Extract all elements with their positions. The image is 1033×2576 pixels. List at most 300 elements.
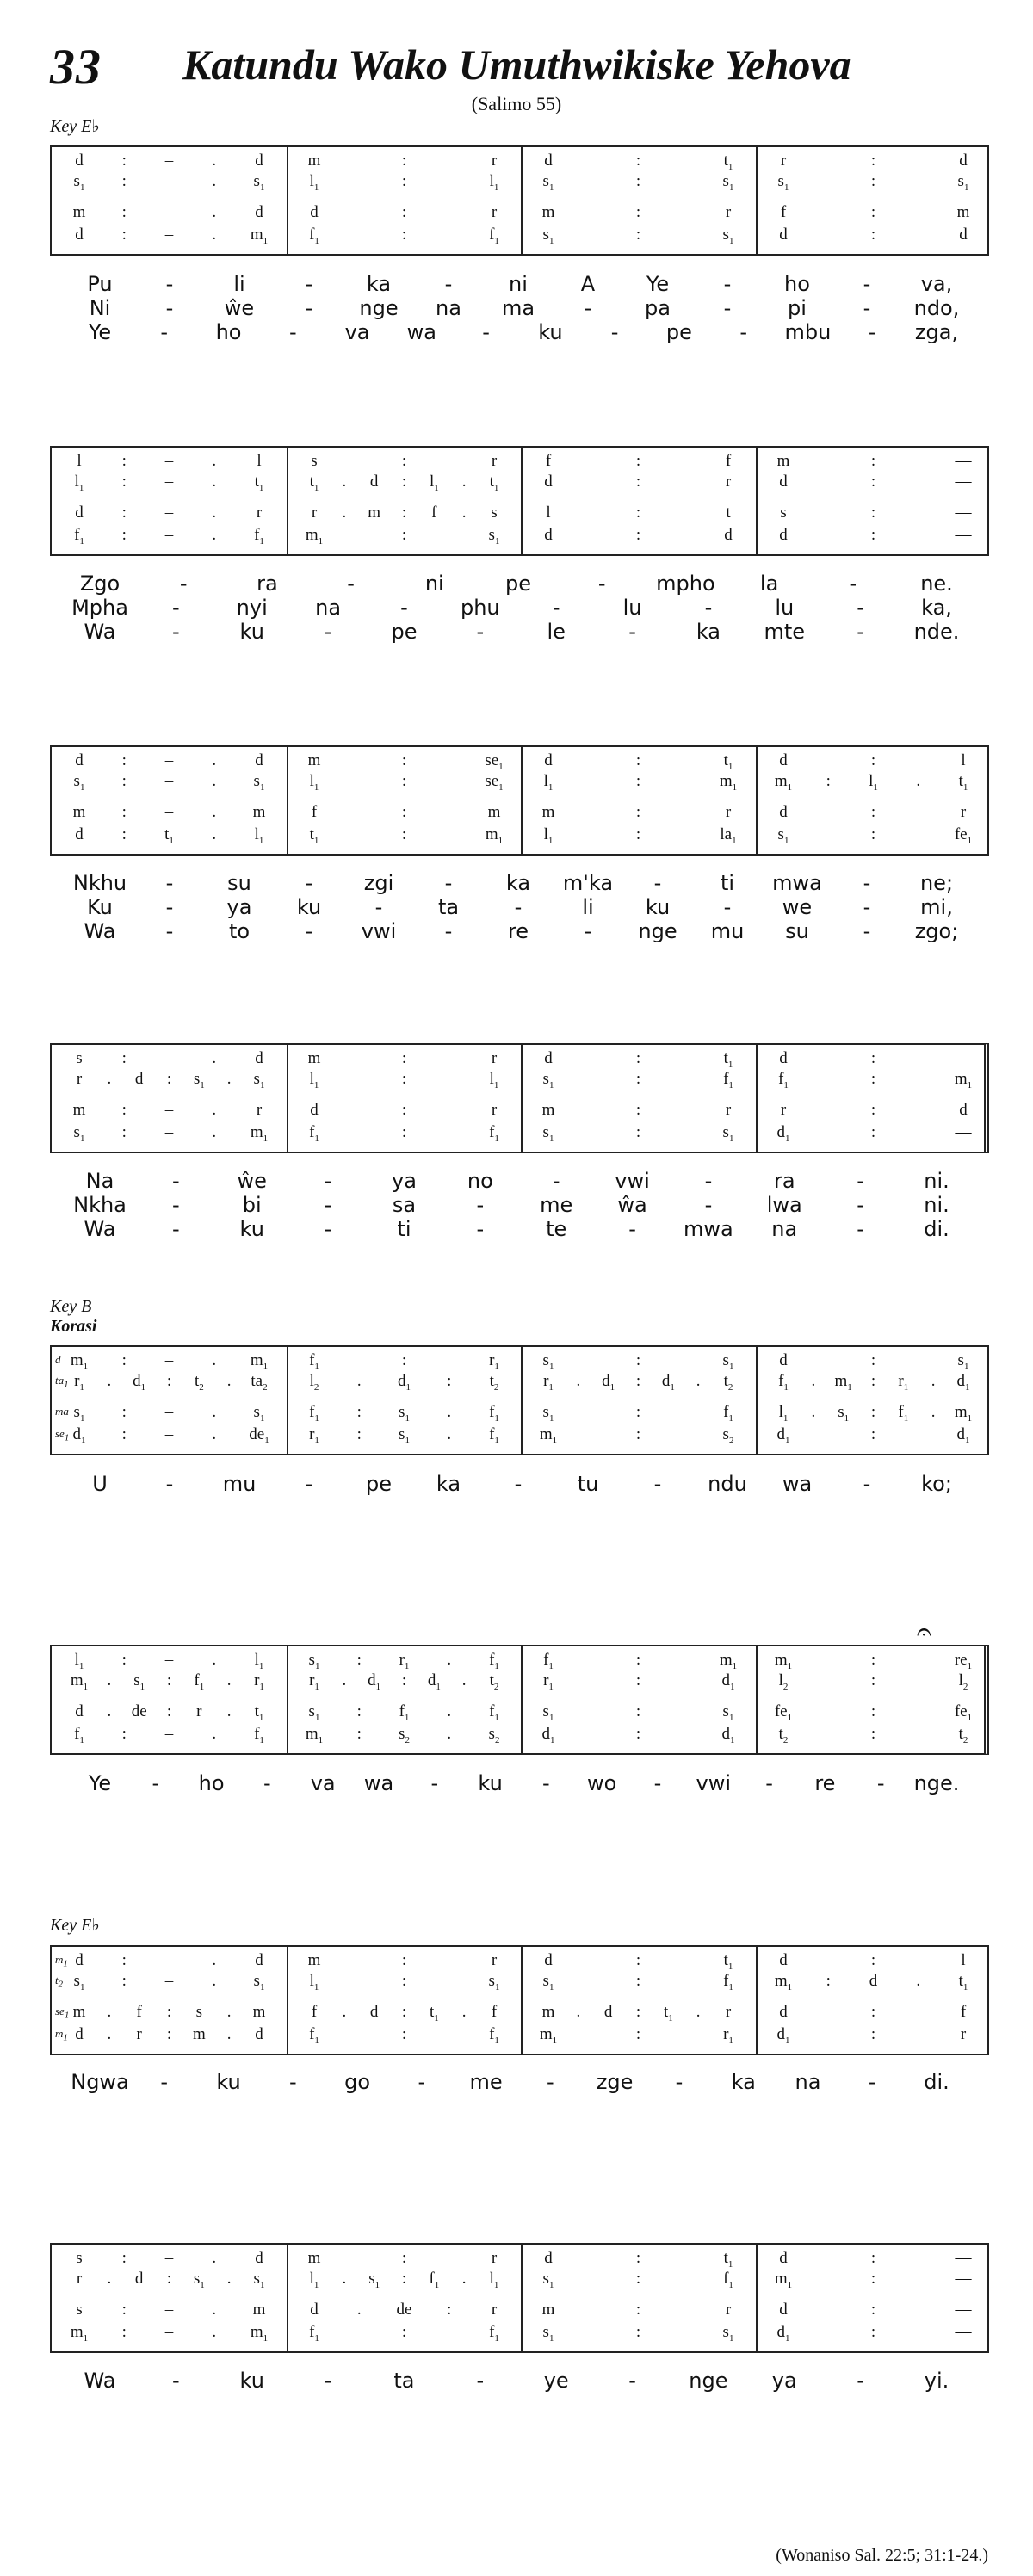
note-symbol: $d_1$ <box>427 1671 441 1692</box>
note-symbol: $t_1$ <box>429 2003 439 2023</box>
note-symbol: : <box>870 1951 876 1969</box>
note-symbol: $s_1$ <box>308 1702 320 1723</box>
lyric-syllable: va <box>344 320 370 344</box>
note-symbol: $s_1$ <box>722 172 734 193</box>
note-symbol: d <box>369 2003 379 2021</box>
lyric-syllable: re <box>814 1771 836 1795</box>
note-symbol: . <box>342 503 347 522</box>
bar-line <box>756 147 758 254</box>
note-symbol: $m_1$ <box>305 1725 324 1745</box>
lyric-syllable: - <box>597 571 606 596</box>
note-symbol: . <box>226 2270 232 2288</box>
note-symbol: : <box>870 473 876 491</box>
note-symbol: $r_1$ <box>309 1425 319 1446</box>
note-symbol: $d_1$ <box>776 2025 790 2046</box>
lyric-syllable: - <box>704 1169 713 1193</box>
note-symbol: m <box>192 2025 206 2043</box>
note-symbol: : <box>635 1425 641 1443</box>
note-symbol: $r_1$ <box>309 1671 319 1692</box>
note-symbol: . <box>916 1972 921 1990</box>
note-symbol: : <box>870 1372 876 1390</box>
note-symbol: d <box>75 2025 84 2043</box>
lyric-syllable: ku <box>538 320 563 344</box>
lyric-syllable: - <box>863 272 871 296</box>
lyric-syllable: me <box>469 2070 503 2094</box>
key-signature: Key B <box>50 1297 92 1316</box>
lyric-syllable: vwi <box>615 1169 650 1193</box>
bar-line <box>521 1646 523 1753</box>
note-symbol: . <box>212 1725 217 1743</box>
voice-label: $m_1$ <box>55 1953 68 1969</box>
note-symbol: : <box>166 2003 172 2021</box>
note-symbol: : <box>401 803 407 821</box>
note-symbol: . <box>696 2003 701 2021</box>
lyric-syllable: ku <box>239 1217 264 1241</box>
note-symbol: : <box>121 1651 127 1669</box>
lyric-syllable: - <box>514 1472 523 1496</box>
note-symbol: $r_1$ <box>399 1651 410 1671</box>
note-symbol: $s_1$ <box>542 1702 554 1723</box>
note-symbol: $m_1$ <box>774 2270 793 2290</box>
bar-line <box>287 1947 288 2054</box>
bar-line <box>756 448 758 554</box>
lyric-syllable: - <box>723 296 732 320</box>
note-symbol: $l_1$ <box>74 1651 84 1671</box>
note-symbol: d <box>75 1702 84 1720</box>
note-symbol: . <box>212 2323 217 2341</box>
note-symbol: $l_2$ <box>958 1671 968 1692</box>
note-symbol: m <box>252 2003 266 2021</box>
note-symbol: $s_1$ <box>722 2323 734 2344</box>
note-symbol: $d_1$ <box>72 1425 86 1446</box>
note-symbol: $f_1$ <box>723 1972 733 1992</box>
lyric-syllable: lwa <box>766 1193 802 1217</box>
lyric-syllable: yi. <box>924 2369 949 2393</box>
lyric-syllable: va <box>310 1771 336 1795</box>
note-symbol: : <box>635 526 641 544</box>
note-symbol: : <box>870 2270 876 2288</box>
bar-line <box>287 448 288 554</box>
note-symbol: – <box>164 1101 174 1119</box>
note-symbol: s <box>491 503 498 522</box>
note-symbol: $m_1$ <box>250 1123 269 1144</box>
note-symbol: $r_1$ <box>543 1671 554 1692</box>
note-symbol: – <box>164 526 174 544</box>
lyric-syllable: mu <box>222 1472 257 1496</box>
note-symbol: $f_1$ <box>489 2323 499 2344</box>
lyric-syllable: - <box>476 620 485 644</box>
lyric-syllable: - <box>857 1193 864 1217</box>
note-symbol: : <box>635 172 641 190</box>
lyric-syllable: - <box>628 2369 636 2393</box>
bar-line <box>287 1646 288 1753</box>
note-symbol: . <box>107 1671 112 1690</box>
note-symbol: $t_1$ <box>723 1951 733 1972</box>
lyric-syllable: ku <box>239 2369 264 2393</box>
note-symbol: $s_1$ <box>73 1403 85 1424</box>
lyric-syllable: mbu <box>784 320 832 344</box>
note-symbol: $s_1$ <box>777 172 789 193</box>
note-symbol: : <box>635 1351 641 1369</box>
lyric-syllable: - <box>857 1217 864 1241</box>
lyric-syllable: - <box>552 1169 560 1193</box>
note-symbol: r <box>256 503 263 522</box>
bar-line <box>521 1947 523 2054</box>
lyric-syllable: ka <box>505 871 531 895</box>
note-symbol: r <box>491 1101 498 1119</box>
note-symbol: d <box>255 1951 263 1969</box>
note-symbol: : <box>447 2301 452 2319</box>
note-symbol: $l_1$ <box>543 825 554 846</box>
lyric-syllable: - <box>552 596 560 620</box>
lyric-syllable: A <box>580 272 596 296</box>
lyric-syllable: ku <box>478 1771 503 1795</box>
note-symbol: : <box>870 172 876 190</box>
bar-line <box>521 747 523 854</box>
korasi-label: Korasi <box>50 1317 97 1336</box>
note-symbol: f <box>545 452 552 470</box>
note-symbol: : <box>121 1972 127 1990</box>
lyric-syllable: nge. <box>913 1771 960 1795</box>
note-symbol: – <box>164 1725 174 1743</box>
note-symbol: : <box>635 473 641 491</box>
note-symbol: f <box>960 2003 967 2021</box>
lyric-syllable: - <box>444 919 453 943</box>
note-symbol: : <box>635 225 641 244</box>
key-signature: Key E♭ <box>50 1916 100 1935</box>
bar-line <box>756 747 758 854</box>
lyric-syllable: - <box>165 272 174 296</box>
note-symbol: f <box>780 203 787 221</box>
lyric-syllable: di. <box>924 2070 949 2094</box>
note-symbol: d <box>255 1049 263 1067</box>
lyric-syllable: - <box>172 1217 180 1241</box>
note-symbol: . <box>931 1403 936 1421</box>
bar-line <box>287 147 288 254</box>
lyric-syllable: - <box>857 2369 864 2393</box>
note-symbol: . <box>212 751 217 769</box>
note-symbol: d <box>75 225 84 244</box>
lyric-syllable: mu <box>710 919 745 943</box>
note-symbol: $t_2$ <box>489 1372 499 1393</box>
note-symbol: $s_1$ <box>193 1070 205 1090</box>
lyric-syllable: ya <box>391 1169 417 1193</box>
note-symbol: . <box>212 1123 217 1141</box>
note-symbol: r <box>76 2270 83 2288</box>
lyric-syllable: pe <box>391 620 418 644</box>
lyric-syllable: - <box>430 1771 439 1795</box>
note-symbol: : <box>121 2301 127 2319</box>
note-symbol: $d_1$ <box>721 1671 735 1692</box>
lyric-syllable: Mpha <box>71 596 128 620</box>
note-symbol: : <box>870 503 876 522</box>
note-symbol: $ta_2$ <box>251 1372 268 1393</box>
lyric-syllable: - <box>165 1472 174 1496</box>
note-symbol: : <box>121 452 127 470</box>
note-symbol: l <box>77 452 82 470</box>
note-symbol: $t_1$ <box>723 2249 733 2270</box>
note-symbol: $t_1$ <box>723 1049 733 1070</box>
note-symbol: de <box>131 1702 147 1720</box>
lyric-syllable: - <box>165 895 174 919</box>
note-symbol: : <box>121 751 127 769</box>
lyric-syllable: lu <box>775 596 795 620</box>
note-symbol: $m_1$ <box>834 1372 852 1393</box>
lyric-syllable: - <box>765 1771 773 1795</box>
note-symbol: $f_1$ <box>194 1671 205 1692</box>
lyric-syllable: vwi <box>361 919 397 943</box>
note-symbol: $s_1$ <box>722 225 734 246</box>
lyric-syllable: tu <box>577 1472 599 1496</box>
lyric-syllable: to <box>228 919 251 943</box>
note-symbol: . <box>447 1702 452 1720</box>
note-symbol: l <box>257 452 262 470</box>
note-symbol: m <box>541 2301 555 2319</box>
lyric-syllable: ku <box>239 620 264 644</box>
lyric-syllable: wa <box>782 1472 813 1496</box>
lyric-syllable: - <box>542 1771 550 1795</box>
lyric-syllable: ho <box>198 1771 225 1795</box>
note-symbol: : <box>356 1403 362 1421</box>
note-symbol: . <box>461 2003 467 2021</box>
note-symbol: : <box>870 203 876 221</box>
lyric-syllable: - <box>653 1771 662 1795</box>
note-symbol: $f_1$ <box>489 1702 499 1723</box>
note-symbol: d <box>779 1351 788 1369</box>
note-symbol: : <box>870 803 876 821</box>
note-symbol: $s_1$ <box>542 1123 554 1144</box>
note-symbol: $t_2$ <box>723 1372 733 1393</box>
note-symbol: – <box>164 1972 174 1990</box>
lyric-syllable: nge <box>689 2369 728 2393</box>
note-symbol: $s_1$ <box>957 1351 969 1372</box>
note-symbol: : <box>166 1070 172 1088</box>
lyric-syllable: - <box>172 1169 180 1193</box>
note-symbol: . <box>212 452 217 470</box>
lyric-syllable: nge <box>359 296 399 320</box>
note-symbol: . <box>342 2003 347 2021</box>
lyric-syllable: - <box>857 596 864 620</box>
note-symbol: : <box>121 1425 127 1443</box>
key-signature: Key E♭ <box>50 117 100 136</box>
voice-label: $se_1$ <box>55 1427 70 1443</box>
note-symbol: $f_1$ <box>74 526 84 547</box>
lyric-syllable: zge <box>596 2070 634 2094</box>
note-symbol: d <box>779 1951 788 1969</box>
note-symbol: : <box>121 151 127 170</box>
lyric-syllable: - <box>476 2369 485 2393</box>
lyric-syllable: zgi <box>363 871 394 895</box>
bar-line <box>756 1045 758 1152</box>
note-symbol: . <box>107 1372 112 1390</box>
lyric-syllable: ni <box>424 571 444 596</box>
note-symbol: . <box>226 1702 232 1720</box>
lyric-syllable: mi, <box>920 895 953 919</box>
note-symbol: d <box>544 751 553 769</box>
lyric-syllable: - <box>179 571 188 596</box>
lyric-syllable: ho <box>215 320 242 344</box>
bar-line <box>756 1646 758 1753</box>
note-symbol: . <box>576 1372 581 1390</box>
lyric-syllable: - <box>444 871 453 895</box>
lyric-syllable: zgo; <box>914 919 959 943</box>
note-symbol: $r_1$ <box>543 1372 554 1393</box>
note-symbol: $l_1$ <box>309 1070 319 1090</box>
note-symbol: – <box>164 503 174 522</box>
lyric-syllable: Na <box>85 1169 114 1193</box>
note-symbol: : <box>635 203 641 221</box>
lyric-syllable: - <box>324 1217 332 1241</box>
note-symbol: . <box>212 151 217 170</box>
note-symbol: $m_1$ <box>70 2323 89 2344</box>
lyric-syllable: Wa <box>84 919 116 943</box>
note-symbol: $t_1$ <box>958 1972 968 1992</box>
note-symbol: : <box>635 151 641 170</box>
staff-2 <box>50 446 989 556</box>
note-symbol: $l_1$ <box>489 172 499 193</box>
note-symbol: m <box>541 1101 555 1119</box>
note-symbol: $m_1$ <box>70 1351 89 1372</box>
note-symbol: – <box>164 1651 174 1669</box>
staff-5 <box>50 1345 989 1455</box>
note-symbol: m <box>487 803 501 821</box>
note-symbol: f <box>311 2003 318 2021</box>
staff-8 <box>50 2243 989 2353</box>
note-symbol: : <box>401 473 407 491</box>
lyric-syllable: Ye <box>88 1771 112 1795</box>
lyric-syllable: wa <box>406 320 437 344</box>
note-symbol: $f_1$ <box>309 1123 319 1144</box>
lyric-syllable: - <box>704 596 713 620</box>
note-symbol: $f_1$ <box>898 1403 909 1424</box>
note-symbol: $l_1$ <box>489 1070 499 1090</box>
note-symbol: $s_1$ <box>253 1070 265 1090</box>
note-symbol: d <box>544 151 553 170</box>
note-symbol: $t_2$ <box>194 1372 204 1393</box>
note-symbol: : <box>635 751 641 769</box>
note-symbol: $s_1$ <box>488 526 500 547</box>
lyric-syllable: - <box>400 596 408 620</box>
note-symbol: — <box>955 503 972 522</box>
note-symbol: : <box>826 772 831 790</box>
lyric-syllable: Ku <box>87 895 113 919</box>
note-symbol: – <box>164 751 174 769</box>
note-symbol: – <box>164 2323 174 2341</box>
note-symbol: : <box>635 1049 641 1067</box>
lyric-syllable: le <box>547 620 566 644</box>
note-symbol: $f_1$ <box>429 2270 440 2290</box>
voice-label: d <box>55 1353 61 1366</box>
note-symbol: $r_1$ <box>74 1372 84 1393</box>
note-symbol: : <box>870 825 876 843</box>
note-symbol: $t_1$ <box>958 772 968 793</box>
note-symbol: : <box>635 452 641 470</box>
note-symbol: – <box>164 473 174 491</box>
lyric-syllable: su <box>785 919 809 943</box>
note-symbol: $f_1$ <box>309 2323 319 2344</box>
lyric-syllable: - <box>584 296 592 320</box>
note-symbol: $f_1$ <box>254 1725 264 1745</box>
lyric-syllable: - <box>628 620 636 644</box>
note-symbol: d <box>959 225 968 244</box>
lyric-syllable: pe <box>665 320 692 344</box>
note-symbol: : <box>121 203 127 221</box>
lyric-syllable: li <box>233 272 245 296</box>
lyric-syllable: - <box>723 895 732 919</box>
note-symbol: $t_1$ <box>663 2003 673 2023</box>
note-symbol: r <box>76 1070 83 1088</box>
note-symbol: $l_1$ <box>254 1651 264 1671</box>
note-symbol: . <box>107 2270 112 2288</box>
lyric-syllable: ku <box>645 895 671 919</box>
note-symbol: $s_1$ <box>73 772 85 793</box>
note-symbol: : <box>356 1651 362 1669</box>
note-symbol: $s_1$ <box>399 1425 410 1446</box>
lyric-syllable: di. <box>924 1217 949 1241</box>
note-symbol: $m_1$ <box>774 1972 793 1992</box>
lyric-syllable: ti <box>720 871 735 895</box>
note-symbol: : <box>635 1403 641 1421</box>
lyric-syllable: - <box>172 596 180 620</box>
note-symbol: : <box>635 803 641 821</box>
note-symbol: $d_1$ <box>776 2323 790 2344</box>
note-symbol: : <box>635 1372 641 1390</box>
note-symbol: t <box>726 503 731 522</box>
note-symbol: m <box>307 151 321 170</box>
note-symbol: $f_1$ <box>309 1351 319 1372</box>
note-symbol: . <box>576 2003 581 2021</box>
lyric-syllable: ka, <box>921 596 952 620</box>
lyric-syllable: - <box>863 871 871 895</box>
note-symbol: s <box>76 2301 83 2319</box>
note-symbol: : <box>401 751 407 769</box>
note-symbol: : <box>635 1651 641 1669</box>
lyric-syllable: Wa <box>84 1217 116 1241</box>
lyric-syllable: - <box>152 1771 160 1795</box>
bar-line <box>287 1045 288 1152</box>
lyric-syllable: - <box>863 1472 871 1496</box>
note-symbol: . <box>212 172 217 190</box>
note-symbol: d <box>310 1101 319 1119</box>
note-symbol: d <box>779 751 788 769</box>
note-symbol: : <box>635 1951 641 1969</box>
note-symbol: r <box>136 2025 142 2043</box>
note-symbol: r <box>725 803 732 821</box>
note-symbol: $s_1$ <box>542 1972 554 1992</box>
note-symbol: r <box>491 452 498 470</box>
note-symbol: – <box>164 772 174 790</box>
note-symbol: $r_1$ <box>723 2025 733 2046</box>
lyric-syllable: pi <box>788 296 807 320</box>
note-symbol: d <box>544 526 553 544</box>
note-symbol: : <box>401 772 407 790</box>
note-symbol: $f_1$ <box>489 1403 499 1424</box>
lyric-syllable: - <box>305 919 313 943</box>
lyric-syllable: su <box>227 871 251 895</box>
note-symbol: $s_1$ <box>542 1070 554 1090</box>
lyric-syllable: mpho <box>656 571 715 596</box>
lyric-syllable: ra <box>773 1169 795 1193</box>
note-symbol: . <box>107 2003 112 2021</box>
note-symbol: d <box>779 803 788 821</box>
note-symbol: r <box>725 2003 732 2021</box>
note-symbol: — <box>955 526 972 544</box>
note-symbol: $l_1$ <box>309 2270 319 2290</box>
lyric-syllable: zga, <box>914 320 959 344</box>
note-symbol: r <box>491 2249 498 2267</box>
note-symbol: f <box>311 803 318 821</box>
note-symbol: $l_1$ <box>429 473 439 493</box>
